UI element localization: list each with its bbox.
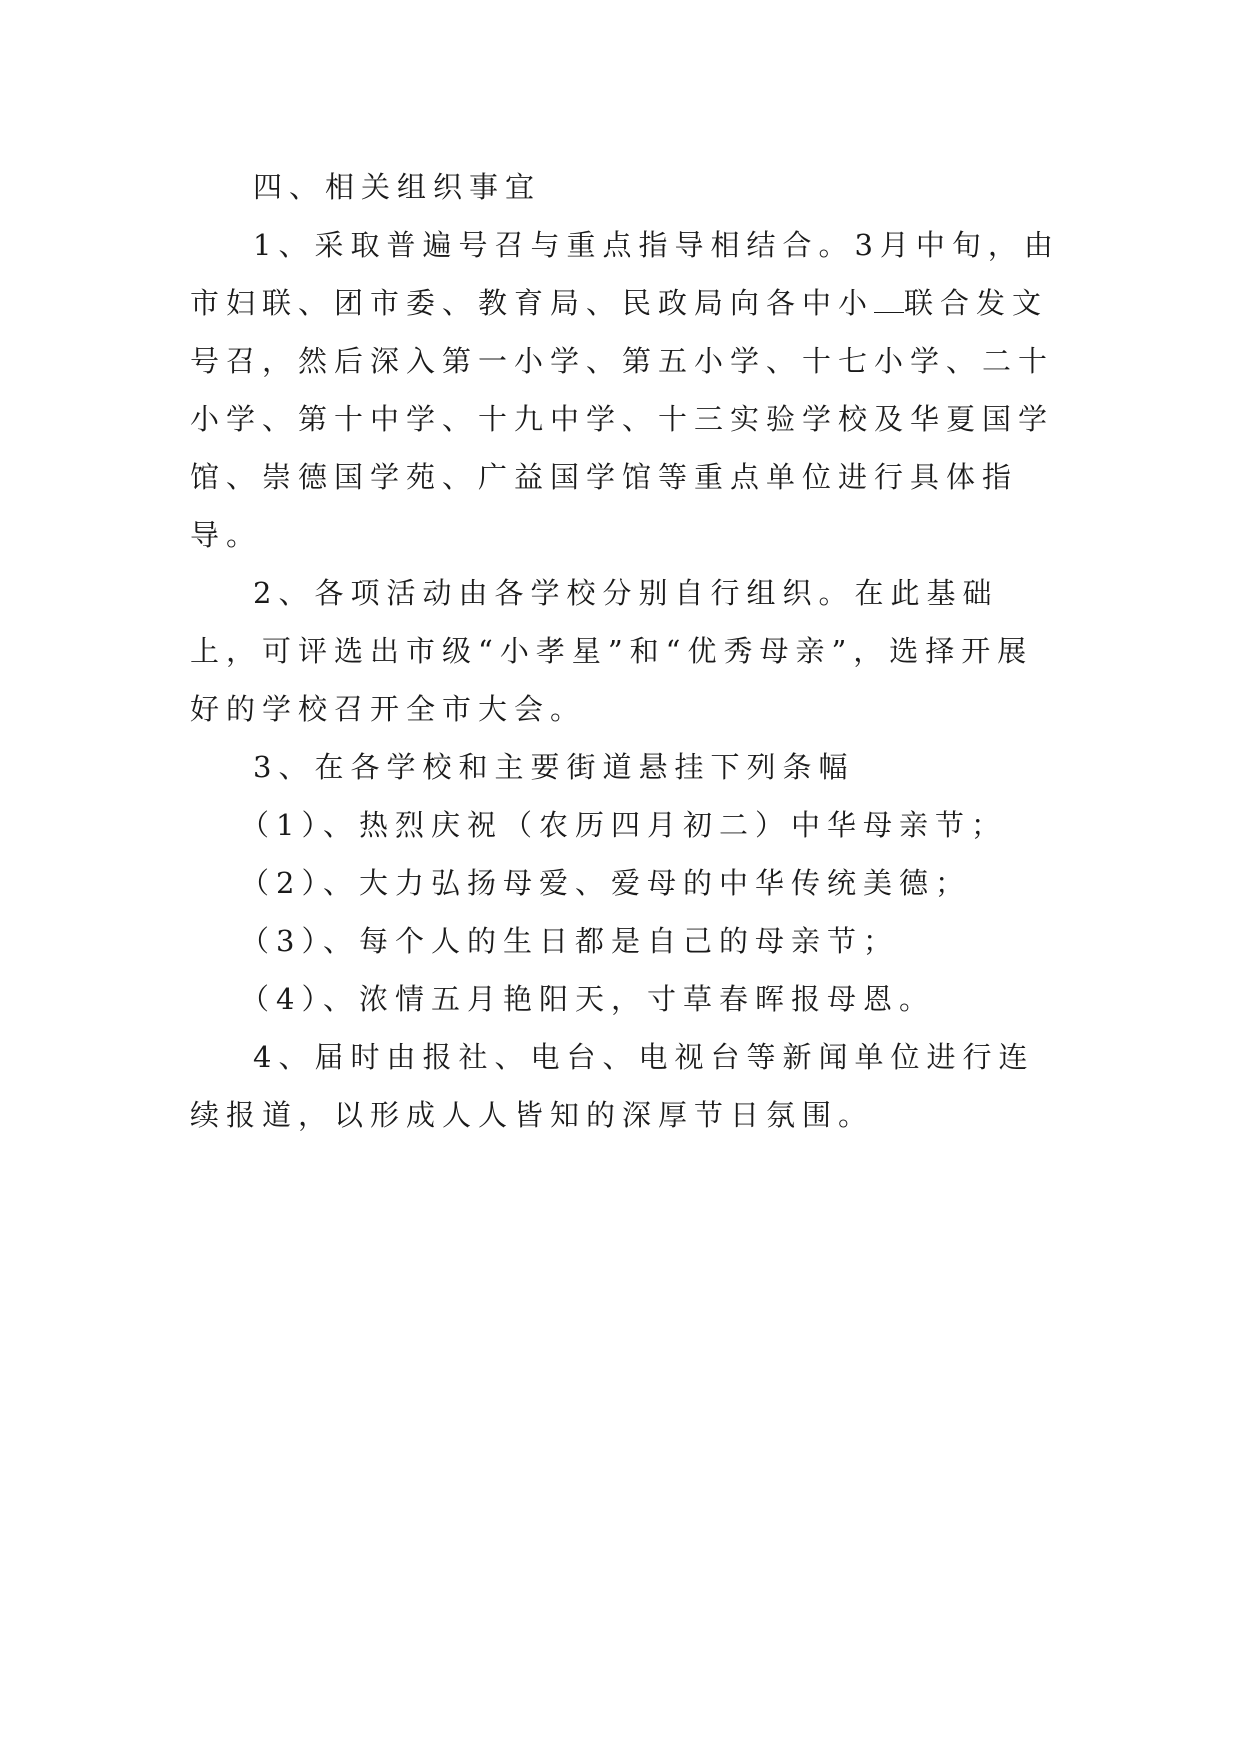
item-1-text-start: 1、采取普遍号召与重点指导相结合。3月中旬，由市妇联、团市委、教育局、民政局向各中小 xyxy=(190,228,1060,320)
paragraph-item-1 xyxy=(190,216,1060,564)
fill-in-blank xyxy=(874,286,904,313)
paragraph-item-2: 2、各项活动由各学校分别自行组织。在此基础上，可评选出市级“小孝星”和“优秀母亲”，选择开展好的学校召开全市大会。 xyxy=(190,576,1034,726)
document-body xyxy=(190,158,1060,1144)
banner-slogan-3: （3）、每个人的生日都是自己的母亲节； xyxy=(240,924,899,958)
item-1-text-end: 联合发文号召，然后深入第一小学、第五小学、十七小学、二十小学、第十中学、十九中学、十三实验学校及华夏国学馆、崇德国学苑、广益国学馆等重点单位进行具体指导。 xyxy=(190,286,1055,552)
paragraph-item-4: 4、届时由报社、电台、电视台等新闻单位进行连续报道，以形成人人皆知的深厚节日氛围。 xyxy=(190,1040,1035,1132)
banner-slogan-4: （4）、浓情五月艳阳天，寸草春晖报母恩。 xyxy=(240,982,935,1016)
banner-slogan-2: （2）、大力弘扬母爱、爱母的中华传统美德； xyxy=(240,866,971,900)
banner-slogan-1: （1）、热烈庆祝（农历四月初二）中华母亲节； xyxy=(240,808,1007,842)
section-heading: 四、相关组织事宜 xyxy=(253,170,542,204)
paragraph-item-3: 3、在各学校和主要街道悬挂下列条幅 xyxy=(253,750,855,784)
